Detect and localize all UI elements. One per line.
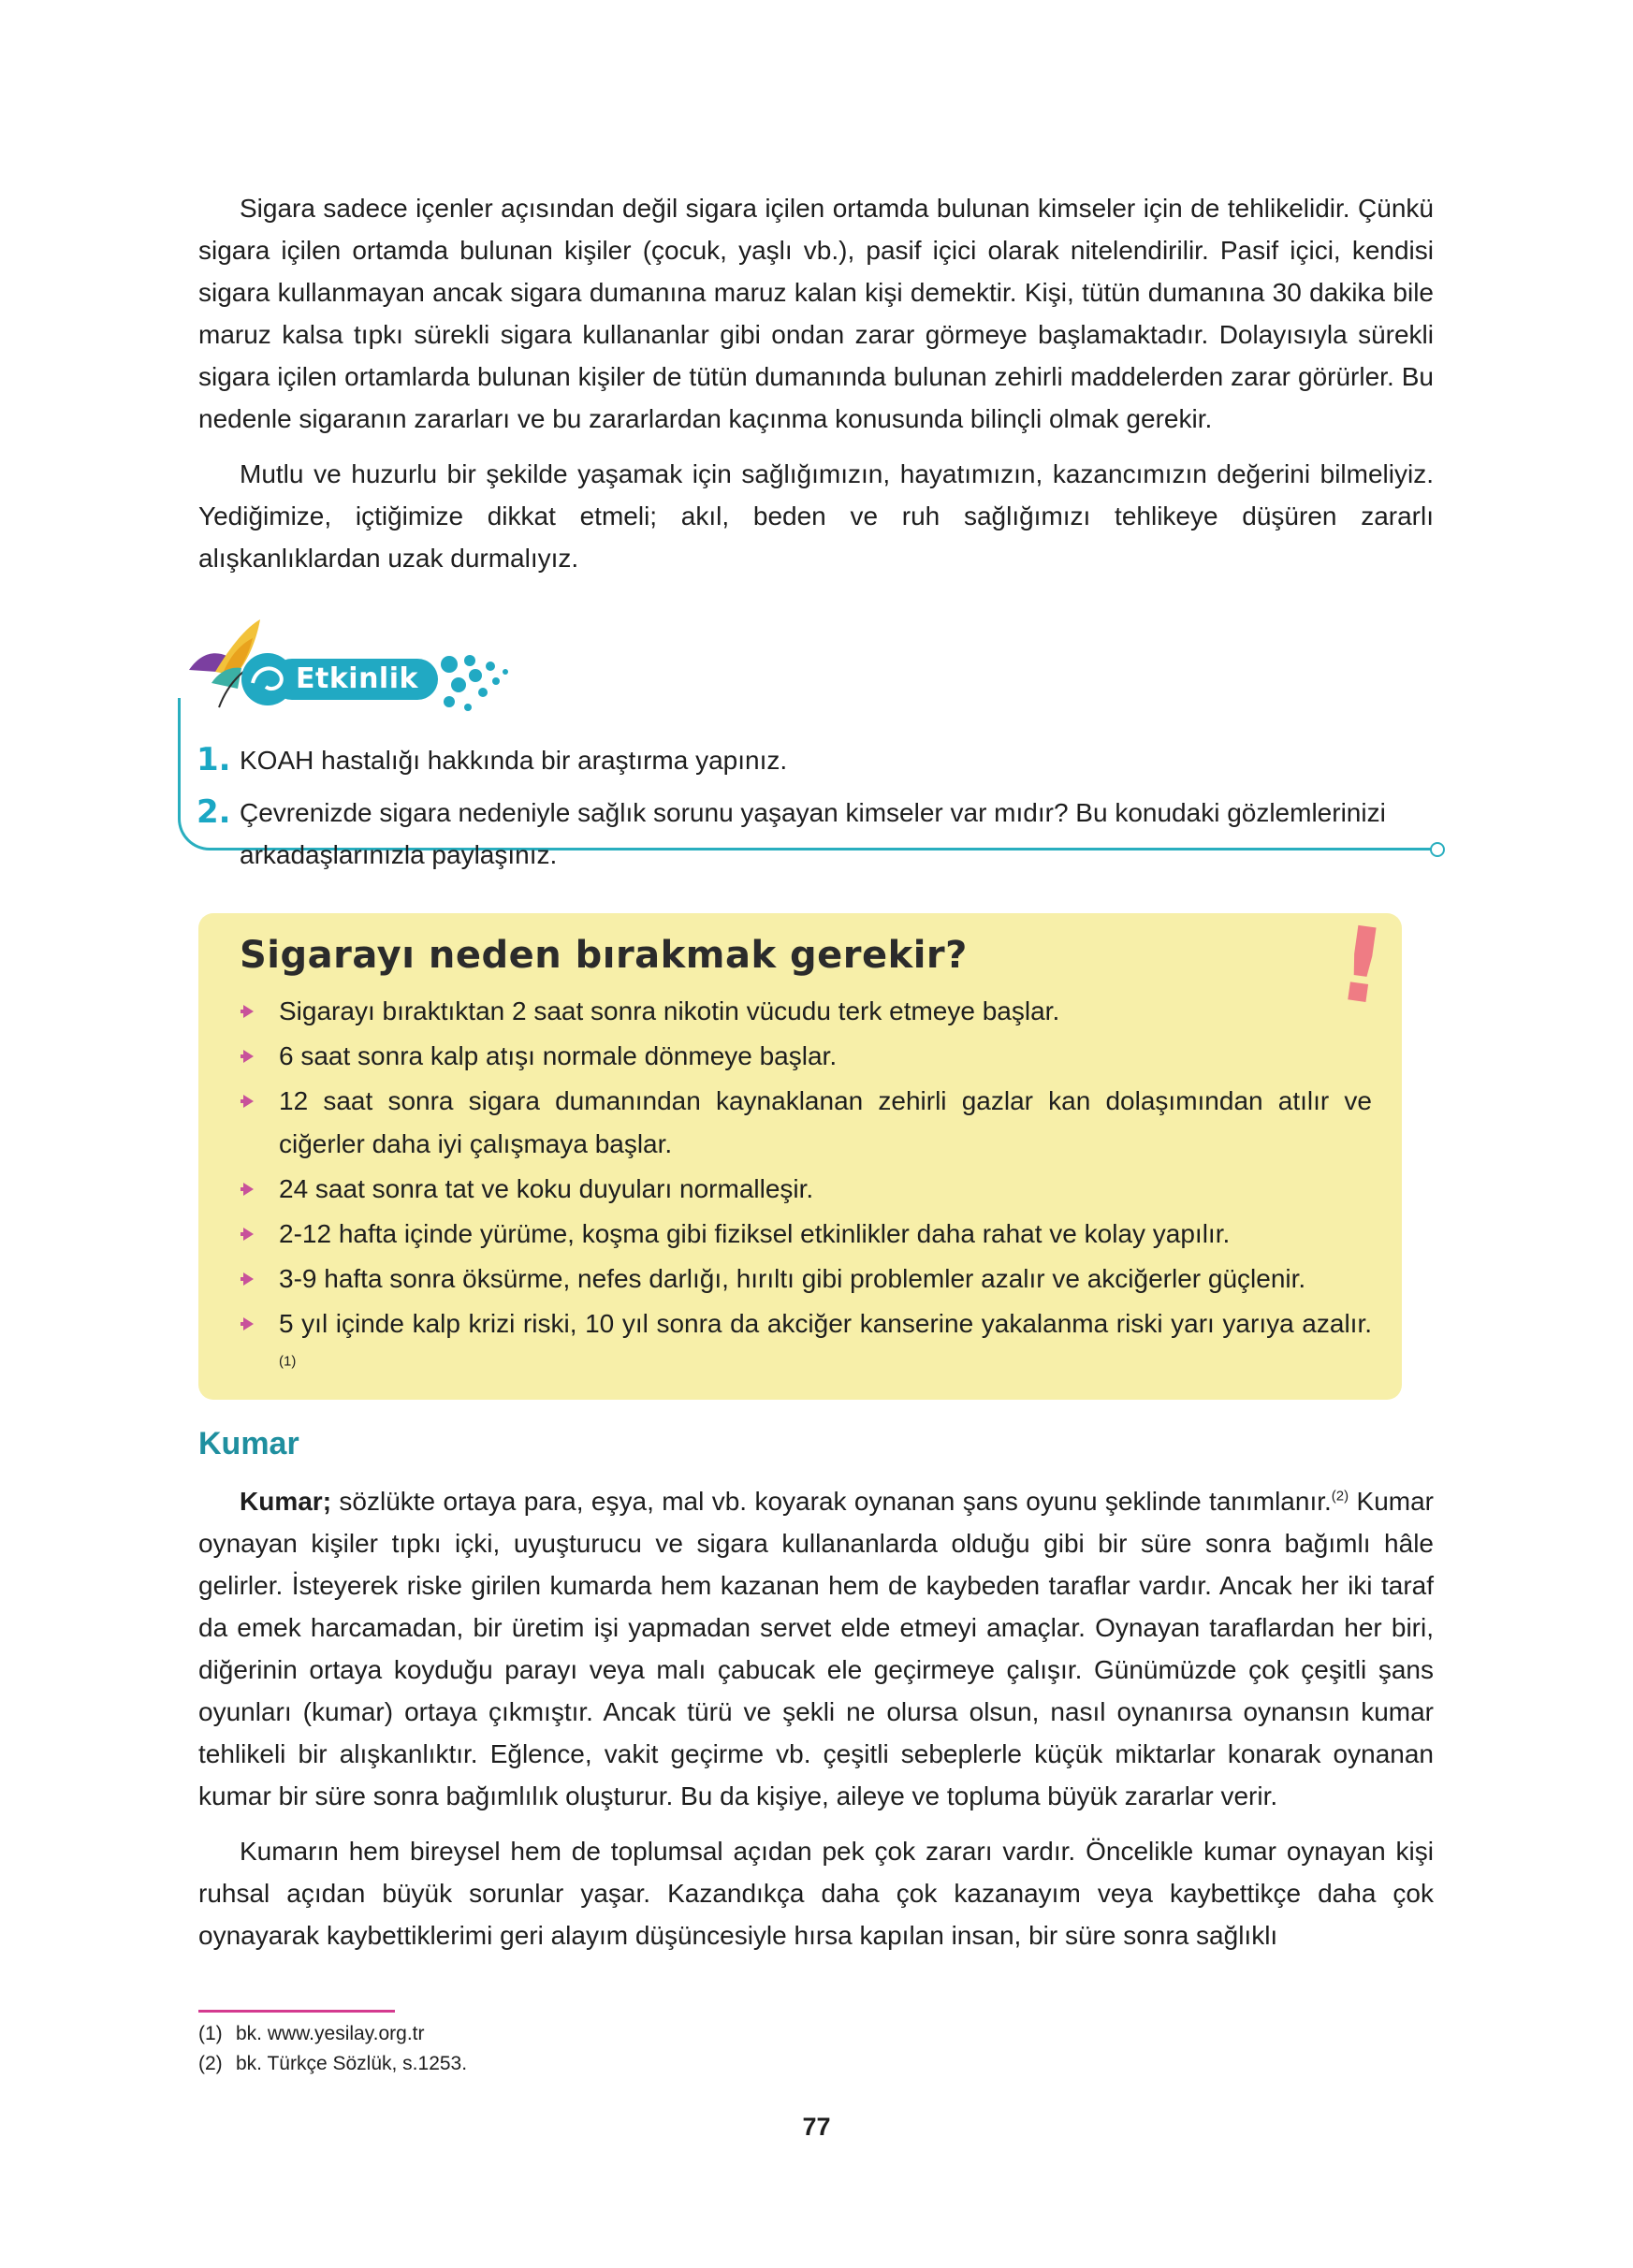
arrow-bullet-icon [243,1317,254,1330]
list-item [240,990,1372,1033]
activity-item-2 [197,792,1432,876]
arrow-bullet-icon [243,1095,254,1108]
footnotes [198,2019,467,2079]
activity-item-text: Çevrenizde sigara nedeniyle sağlık sorunu yaşayan kimseler var mıdır? Bu konudaki gözlemlerinizi arkadaşlarınızla paylaşınız. [240,798,1386,869]
footnote-divider [198,2010,395,2013]
footnote-number: (1) [198,2023,223,2044]
footnote-text: bk. Türkçe Sözlük, s.1253. [236,2053,468,2074]
intro-section [198,187,1434,579]
list-item [240,1213,1372,1256]
activity-item-text: KOAH hastalığı hakkında bir araştırma yapınız. [240,746,788,775]
list-item-text: 3-9 hafta sonra öksürme, nefes darlığı, hırıltı gibi problemler azalır ve akciğerler güçlenir. [279,1264,1306,1293]
info-box-list [240,990,1372,1390]
activity-box [178,618,1451,898]
kumar-paragraph-1-rest: Kumar oynayan kişiler tıpkı içki, uyuşturucu ve sigara kullananlarda olduğu gibi bir süre sonra bağımlı hâle gelirler. İsteyerek riske girilen kumarda hem kazanan hem de kaybeden taraflar vardır. Ancak her iki taraf da emek harcamadan, bir üretim işi yapmadan servet elde etmeyi amaçlar. Oynayan taraflardan her biri, diğerinin ortaya koyduğu parayı veya malı çabucak ele geçirmeye çalışır. Günümüzde çok çeşitli şans oyunları (kumar) ortaya çıkmıştır. Ancak türü ve şekli ne olursa olsun, nasıl oynanırsa oynansın kumar tehlikeli bir alışkanlıktır. Eğlence, vakit geçirme vb. çeşitli sebeplerle küçük miktarlar konarak oynanan kumar bir süre sonra bağımlılık oluşturur. Bu da kişiye, aileye ve topluma büyük zararlar verir. [198,1487,1434,1810]
footnote-ref: (2) [1331,1488,1349,1505]
list-item-text: 5 yıl içinde kalp krizi riski, 10 yıl sonra da akciğer kanserine yakalanma riski yarı yarıya azalır. [279,1309,1372,1338]
footnote-item [198,2019,467,2049]
footnote-ref: (1) [279,1353,297,1370]
list-item [240,1035,1372,1078]
etkinlik-badge-label: Etkinlik [296,662,418,695]
list-item [240,1168,1372,1211]
list-item-text: 6 saat sonra kalp atışı normale dönmeye başlar. [279,1041,838,1070]
kumar-paragraph-1 [198,1480,1434,1817]
footnote-text: bk. www.yesilay.org.tr [236,2023,425,2044]
activity-item-number: 2. [197,793,231,831]
page-number: 77 [802,2113,831,2141]
info-box [198,903,1402,1400]
intro-paragraph-1: Sigara sadece içenler açısından değil sigara içilen ortamda bulunan kimseler için de tehlikelidir. Çünkü sigara içilen ortamda bulunan kişiler (çocuk, yaşlı vb.), pasif içici olarak nitelendirilir. Pasif içici, kendisi sigara kullanmayan ancak sigara dumanına maruz kalan kişi demektir. Kişi, tütün dumanına 30 dakika bile maruz kalsa tıpkı sürekli sigara kullananlar gibi ondan zarar görmeye başlamaktadır. Dolayısıyla sürekli sigara içilen ortamlarda bulunan kişiler de tütün dumanında bulunan zehirli maddelerden zarar görürler. Bu nedenle sigaranın zararları ve bu zararlardan kaçınma konusunda bilinçli olmak gerekir. [198,194,1434,433]
activity-item-1 [197,739,1432,781]
section-heading-kumar: Kumar [198,1426,299,1461]
list-item [240,1302,1372,1388]
exclamation-icon: ! [1330,903,1393,1028]
list-item-text: 24 saat sonra tat ve koku duyuları normalleşir. [279,1174,814,1203]
arrow-bullet-icon [243,1183,254,1196]
info-box-title: Sigarayı neden bırakmak gerekir? [240,934,968,977]
intro-paragraph-2: Mutlu ve huzurlu bir şekilde yaşamak için sağlığımızın, hayatımızın, kazancımızın değerini bilmeliyiz. Yediğimize, içtiğimize dikkat etmeli; akıl, beden ve ruh sağlığımızı tehlikeye düşüren zararlı alışkanlıklardan uzak durmalıyız. [198,459,1434,573]
arrow-bullet-icon [243,1050,254,1063]
activity-item-number: 1. [197,741,231,778]
kumar-term: Kumar; [240,1487,332,1516]
list-item [240,1258,1372,1301]
footnote-item [198,2049,467,2079]
list-item-text: 12 saat sonra sigara dumanından kaynaklanan zehirli gazlar kan dolaşımından atılır ve ciğerler daha iyi çalışmaya başlar. [279,1086,1372,1158]
list-item-text: Sigarayı bıraktıktan 2 saat sonra nikotin vücudu terk etmeye başlar. [279,996,1060,1025]
kumar-section [198,1480,1434,1956]
kumar-paragraph-2: Kumarın hem bireysel hem de toplumsal açıdan pek çok zararı vardır. Öncelikle kumar oynayan kişi ruhsal açıdan büyük sorunlar yaşar. Kazandıkça daha çok kazanayım veya kaybettikçe daha çok oynayarak kaybettiklerimi geri alayım düşüncesiyle hırsa kapılan insan, bir süre sonra sağlıklı [198,1837,1434,1950]
arrow-bullet-icon [243,1228,254,1241]
arrow-bullet-icon [243,1005,254,1018]
list-item-text: 2-12 hafta içinde yürüme, koşma gibi fiziksel etkinlikler daha rahat ve kolay yapılır. [279,1219,1231,1248]
list-item [240,1080,1372,1166]
kumar-definition: sözlükte ortaya para, eşya, mal vb. koyarak oynanan şans oyunu şeklinde tanımlanır. [331,1487,1332,1516]
activity-frame-dot [1430,842,1445,857]
footnote-number: (2) [198,2053,223,2074]
arrow-bullet-icon [243,1272,254,1286]
